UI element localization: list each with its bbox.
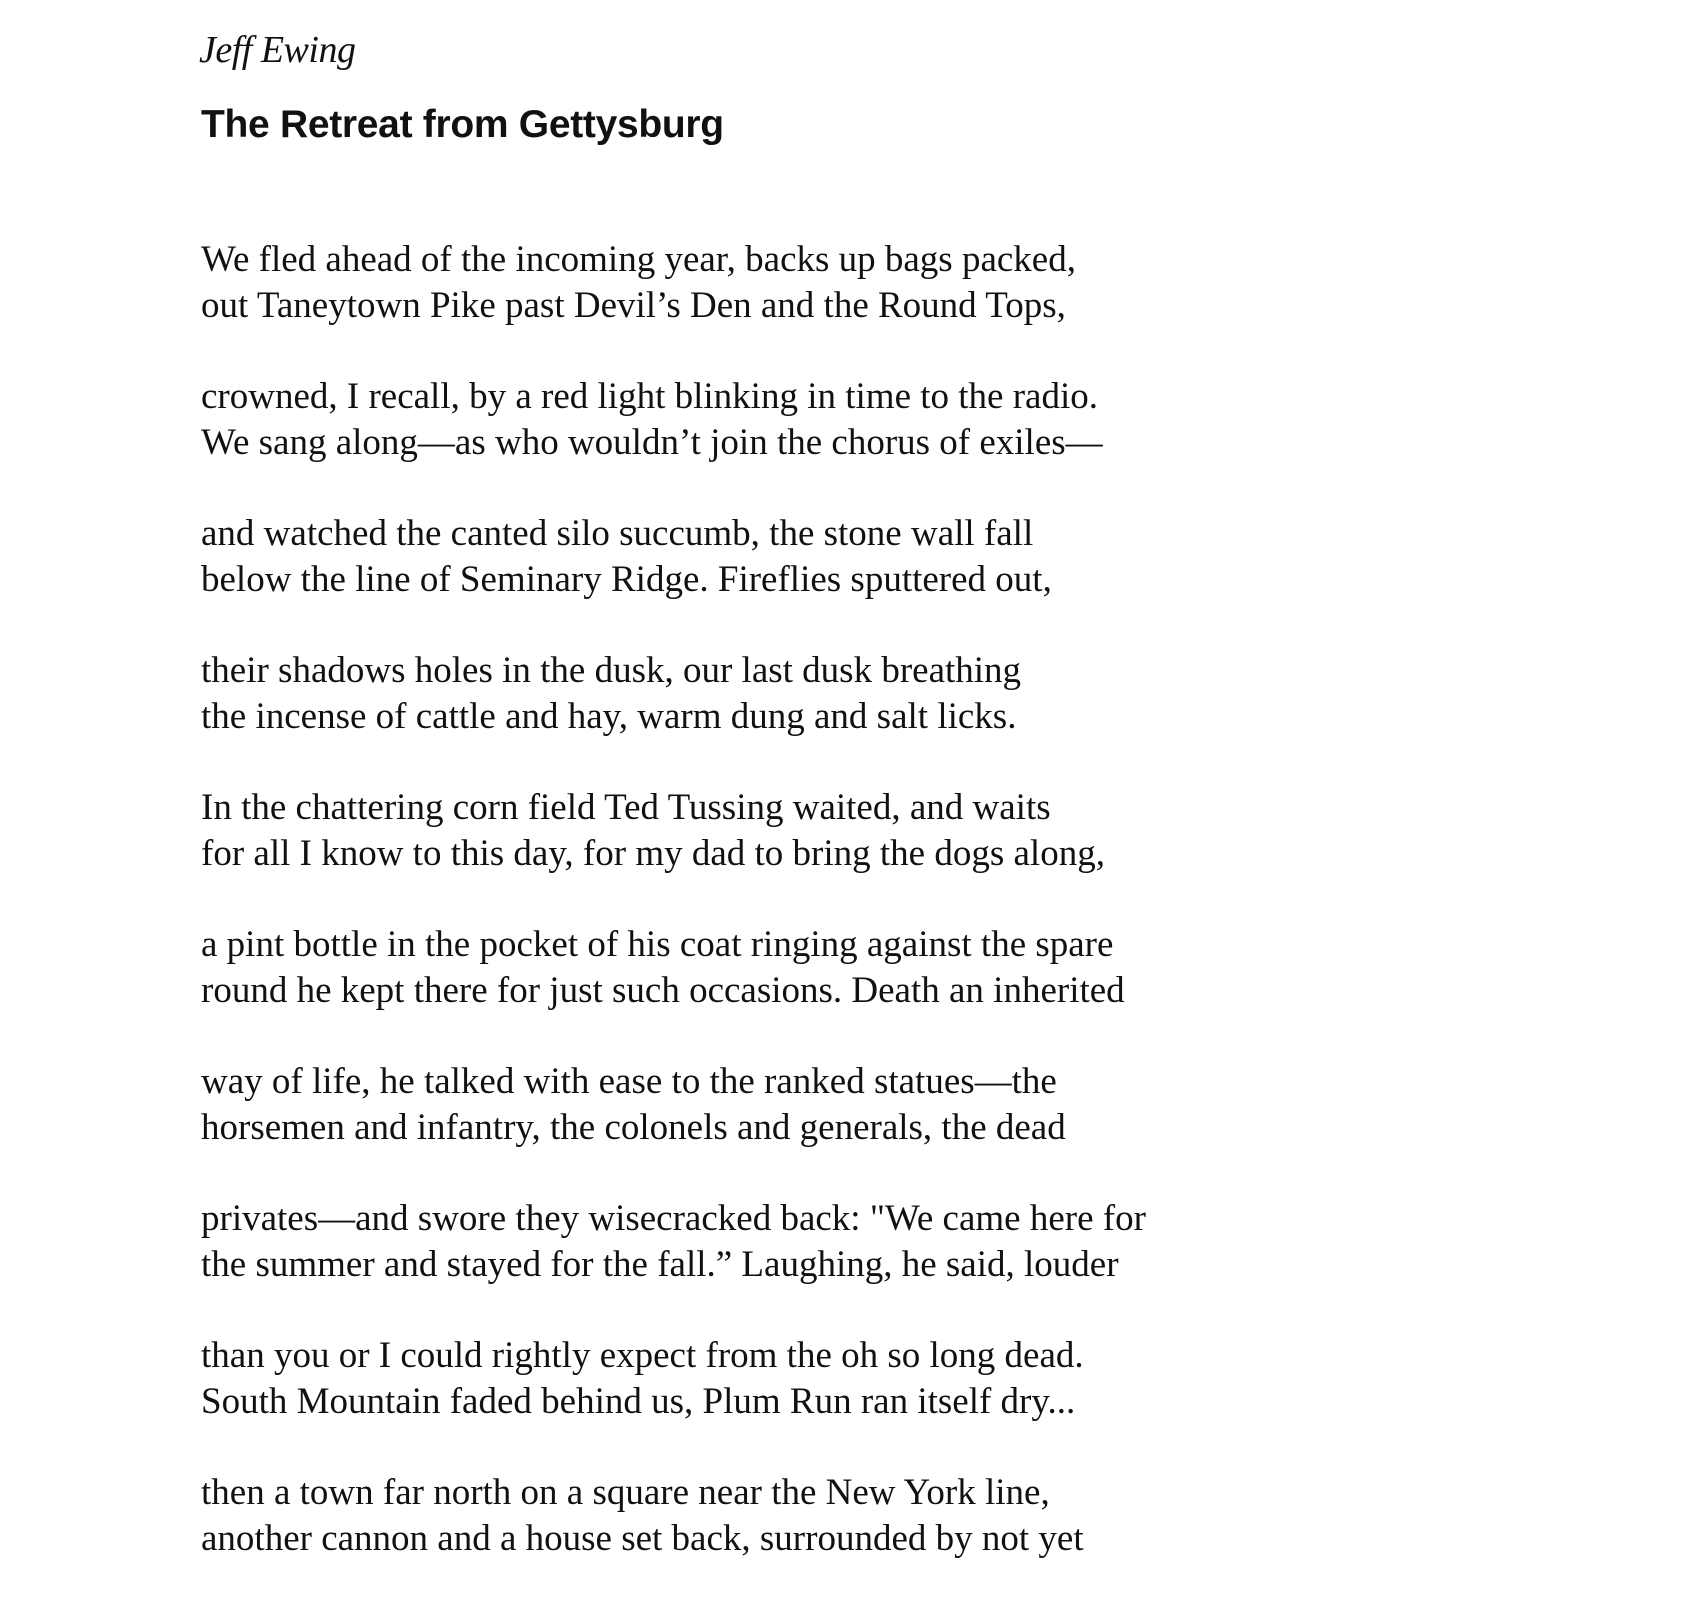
poem-line: South Mountain faded behind us, Plum Run ran itself dry... bbox=[201, 1380, 1076, 1422]
poem-line: We sang along—as who wouldn’t join the chorus of exiles— bbox=[201, 421, 1103, 463]
poem-line: the incense of cattle and hay, warm dung and salt licks. bbox=[201, 695, 1017, 737]
poem-line: the summer and stayed for the fall.” Laughing, he said, louder bbox=[201, 1243, 1119, 1285]
poem-line: privates—and swore they wisecracked back: "We came here for bbox=[201, 1198, 1146, 1239]
stanza bbox=[201, 1333, 1551, 1424]
poem-line: In the chattering corn field Ted Tussing waited, and waits bbox=[201, 787, 1051, 828]
poem-line: below the line of Seminary Ridge. Fireflies sputtered out, bbox=[201, 558, 1052, 600]
poem-line: horsemen and infantry, the colonels and generals, the dead bbox=[201, 1106, 1066, 1148]
stanza bbox=[201, 374, 1551, 465]
stanza bbox=[201, 1196, 1551, 1287]
poem-line: then a town far north on a square near the New York line, bbox=[201, 1472, 1050, 1513]
stanza bbox=[201, 1470, 1551, 1561]
stanza bbox=[201, 511, 1551, 602]
poem-line: their shadows holes in the dusk, our last dusk breathing bbox=[201, 650, 1022, 691]
poem-line: crowned, I recall, by a red light blinking in time to the radio. bbox=[201, 376, 1098, 417]
poem-line: round he kept there for just such occasions. Death an inherited bbox=[201, 969, 1125, 1011]
poem-line: for all I know to this day, for my dad to bring the dogs along, bbox=[201, 832, 1105, 874]
poem-line: than you or I could rightly expect from the oh so long dead. bbox=[201, 1335, 1084, 1376]
poem-line: a pint bottle in the pocket of his coat ringing against the spare bbox=[201, 924, 1114, 965]
stanza bbox=[201, 648, 1551, 739]
poem-title: The Retreat from Gettysburg bbox=[201, 103, 724, 146]
poem-line: way of life, he talked with ease to the ranked statues—the bbox=[201, 1061, 1057, 1102]
poem-line: another cannon and a house set back, surrounded by not yet bbox=[201, 1517, 1084, 1559]
poem-line: and watched the canted silo succumb, the stone wall fall bbox=[201, 513, 1034, 554]
poem-line: out Taneytown Pike past Devil’s Den and the Round Tops, bbox=[201, 284, 1066, 326]
stanza bbox=[201, 785, 1551, 876]
poem-body bbox=[201, 237, 1551, 1607]
poem-line: We fled ahead of the incoming year, backs up bags packed, bbox=[201, 239, 1076, 280]
author-name: Jeff Ewing bbox=[199, 29, 356, 71]
stanza bbox=[201, 1059, 1551, 1150]
stanza bbox=[201, 237, 1551, 328]
stanza bbox=[201, 922, 1551, 1013]
